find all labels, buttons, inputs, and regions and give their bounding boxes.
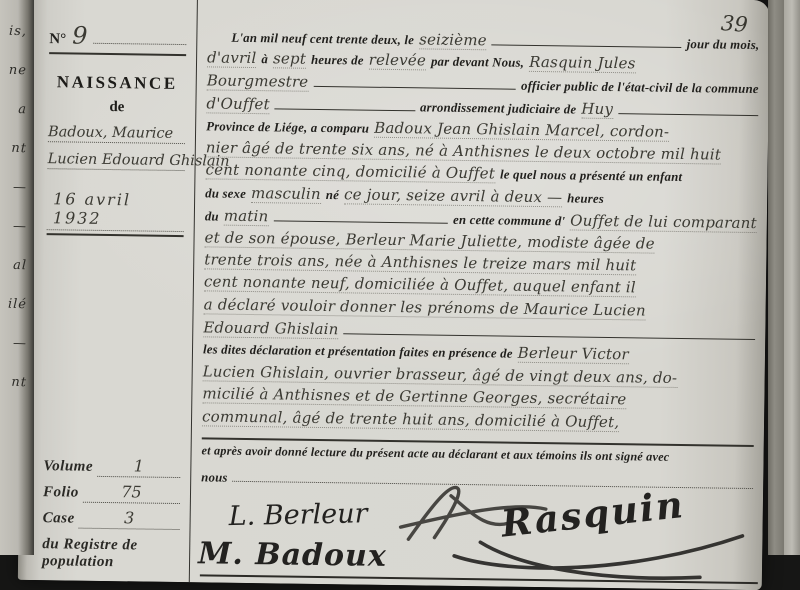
handwritten-text: nier âgé de trente six ans, né à Anthisnes le deux octobre mil huit <box>205 138 722 164</box>
volume-value: 1 <box>133 456 144 476</box>
handwritten-text: Bourgmestre <box>206 71 309 92</box>
previous-page-fragment: — <box>12 335 28 352</box>
printed-text: à <box>261 52 269 67</box>
printed-text: du <box>204 209 219 224</box>
handwritten-text: relevée <box>368 51 427 70</box>
act-date: 16 avril 1932 <box>47 169 185 232</box>
previous-page-fragment: a <box>17 102 28 118</box>
printed-text: les dites déclaration et présentation faites en présence de <box>202 342 513 362</box>
previous-page-fragment: — <box>12 179 28 196</box>
act-subtitle: de <box>109 99 125 116</box>
folio-row <box>43 483 180 504</box>
handwritten-text: a déclaré vouloir donner les prénoms de Maurice Lucien <box>203 295 646 320</box>
printed-text: Province de Liége, a comparu <box>206 118 370 136</box>
handwritten-text: communal, âgé de trente huit ans, domicilié à Ouffet, <box>201 406 620 431</box>
handwritten-text: masculin <box>250 183 321 203</box>
previous-page-fragment: — <box>12 218 28 235</box>
handwritten-text: ce jour, seize avril à deux — <box>343 185 563 207</box>
act-number-value: 9 <box>72 21 88 50</box>
signature-rasquin: Rasquin <box>498 481 687 546</box>
signature-rasquin-flourish <box>450 522 751 586</box>
margin-spacer <box>44 235 184 452</box>
printed-text: heures de <box>310 53 364 68</box>
volume-row <box>43 457 180 478</box>
volume-label: Volume <box>43 458 94 475</box>
printed-text: heures <box>567 191 605 206</box>
printed-text: nous <box>201 470 228 485</box>
printed-text: le quel nous a présenté un enfant <box>499 167 683 185</box>
printed-text: officier public de l'état-civil de la commune <box>520 79 759 97</box>
handwritten-text: Lucien Ghislain, ouvrier brasseur, âgé de vingt deux ans, do- <box>202 362 678 387</box>
signature-berleur: L. Berleur <box>228 498 368 532</box>
handwritten-text: matin <box>223 206 269 225</box>
handwritten-text: Ouffet de lui comparant <box>570 211 757 232</box>
divider-line <box>49 52 186 56</box>
register-caption: du Registre de population <box>41 536 138 571</box>
printed-text: jour du mois, <box>686 36 760 52</box>
blank-rule <box>313 73 516 90</box>
handwritten-text: Badoux Jean Ghislain Marcel, cordon- <box>374 118 670 141</box>
handwritten-text: Edouard Ghislain <box>203 318 339 338</box>
handwritten-text: d'Ouffet <box>206 94 270 114</box>
printed-text: du sexe <box>205 186 247 201</box>
volume-fill <box>97 458 181 478</box>
blank-rule <box>93 28 186 45</box>
folio-fill <box>83 484 180 504</box>
act-number-row <box>49 21 186 50</box>
handwritten-text: d'avril <box>206 48 257 68</box>
previous-page-fragment: is, <box>8 23 28 40</box>
folio-value: 75 <box>121 482 142 502</box>
handwritten-text: trente trois ans, née à Anthisnes le treize mars mil huit <box>204 250 637 275</box>
child-name-line2: Lucien Edouard Ghislain <box>48 142 185 171</box>
handwritten-text: Berleur Victor <box>517 344 629 364</box>
handwritten-text: seizième <box>419 29 487 49</box>
blank-rule <box>492 30 682 47</box>
case-fill <box>79 510 180 530</box>
printed-text: arrondissement judiciaire de <box>419 100 577 117</box>
previous-page-fragment: ilé <box>7 296 28 313</box>
handwritten-text: cent nonante neuf, domiciliée à Ouffet, auquel enfant il <box>203 272 636 297</box>
signature-badoux: M. Badoux <box>197 536 387 574</box>
printed-text: par devant Nous, <box>430 54 525 71</box>
act-title: NAISSANCE <box>56 72 178 93</box>
handwritten-text: cent nonante cinq, domicilié à Ouffet <box>205 160 496 183</box>
blank-rule <box>275 95 415 112</box>
case-label: Case <box>42 510 75 527</box>
book-page-edge-outer <box>784 0 800 555</box>
register-page <box>18 0 770 590</box>
folio-label: Folio <box>42 484 79 501</box>
act-number-label: N° <box>49 31 67 48</box>
handwritten-text: Huy <box>581 99 614 118</box>
printed-text: né <box>325 187 340 202</box>
case-value: 3 <box>123 508 135 528</box>
previous-page-fragment: al <box>12 257 28 274</box>
blank-rule <box>273 206 448 223</box>
handwritten-text: Rasquin Jules <box>529 53 636 73</box>
printed-text: en cette commune d' <box>452 212 566 229</box>
page-number: 39 <box>720 11 749 37</box>
case-row <box>43 509 180 530</box>
binding-strip <box>0 0 34 555</box>
handwritten-text: micilié à Anthisnes et de Gertinne Georges, secrétaire <box>202 384 627 409</box>
previous-page-fragment: nt <box>11 374 28 391</box>
handwritten-text: sept <box>272 49 307 69</box>
blank-rule <box>618 99 758 116</box>
printed-text: L'an mil neuf cent trente deux, le <box>231 30 415 47</box>
body-lines <box>201 26 759 495</box>
child-name-line1: Badoux, Maurice <box>48 115 185 144</box>
signatures-area <box>197 481 753 590</box>
act-body <box>190 0 770 590</box>
previous-page-fragment: ne <box>8 62 28 79</box>
previous-page-fragment: nt <box>11 140 28 157</box>
handwritten-text: et de son épouse, Berleur Marie Juliette, modiste âgée de <box>204 227 655 253</box>
book-page-edge-inner <box>768 0 784 555</box>
printed-text: et après avoir donné lecture du présent acte au déclarant et aux témoins ils ont signé avec <box>201 443 670 464</box>
